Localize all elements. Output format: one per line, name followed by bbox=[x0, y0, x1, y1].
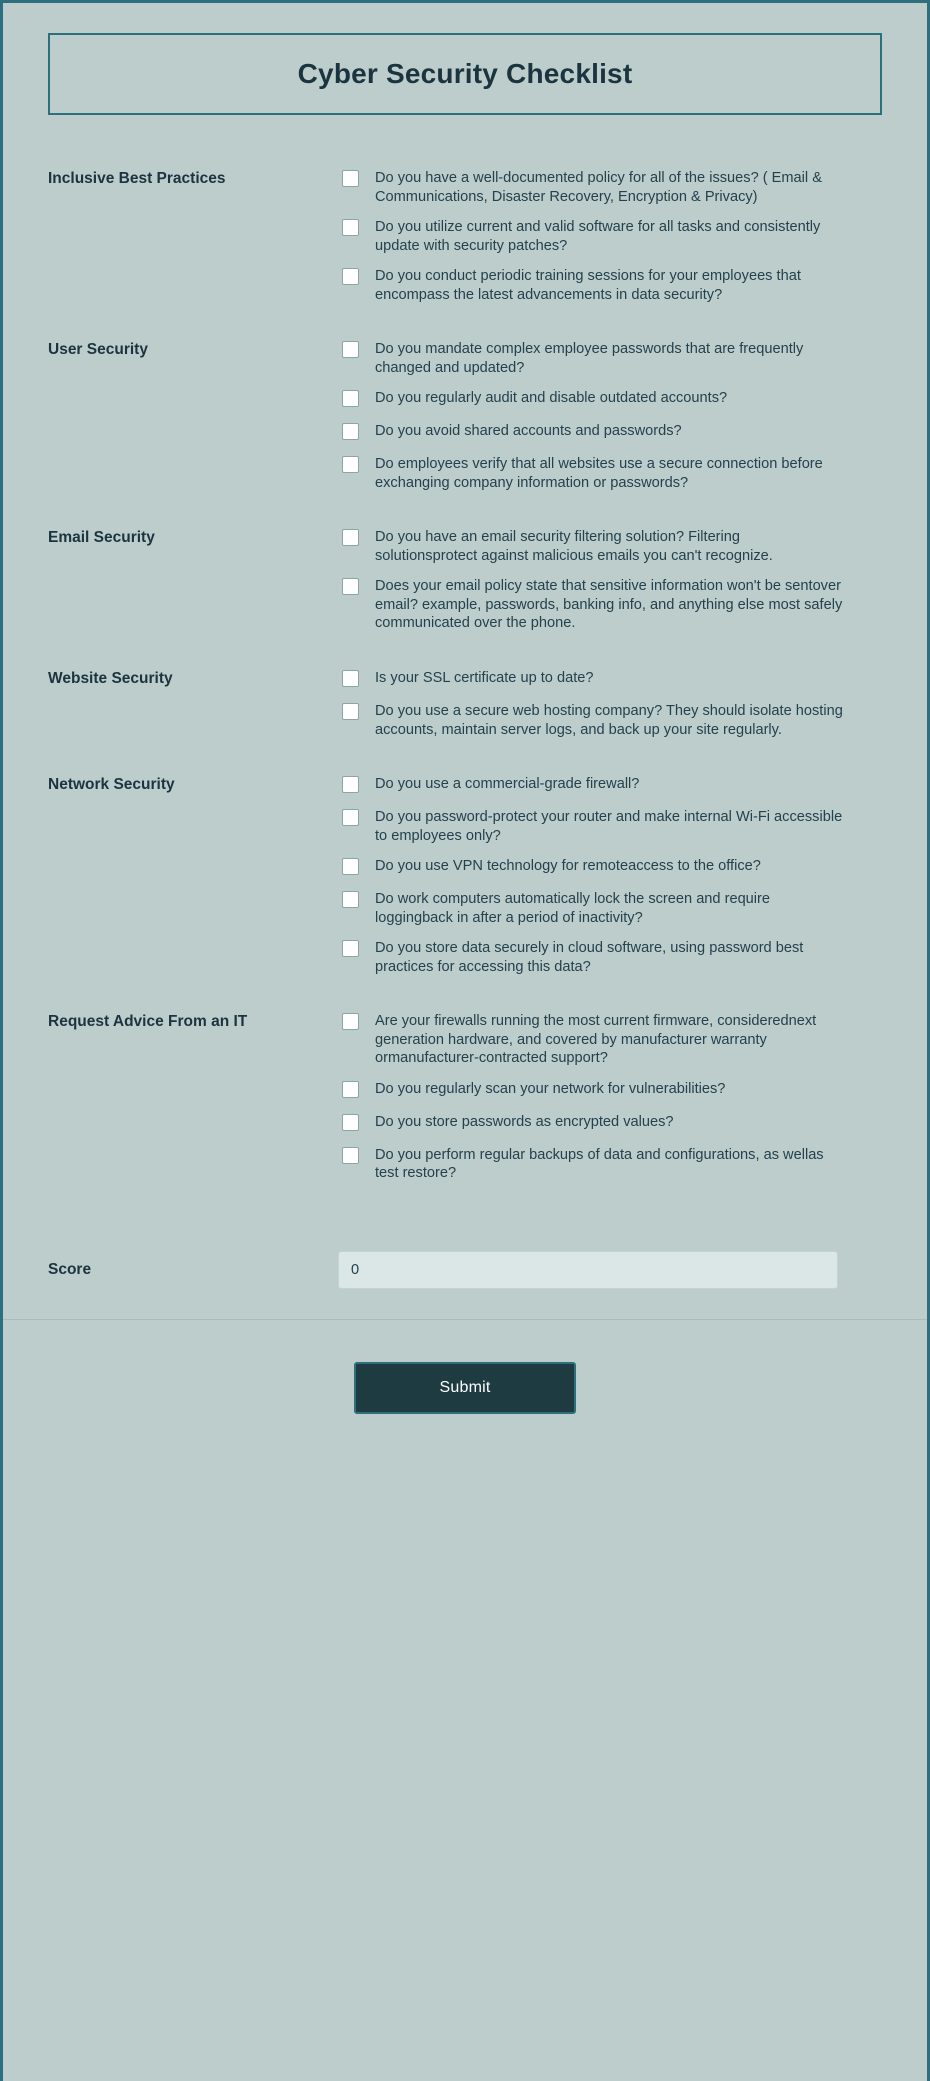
checklist-checkbox[interactable] bbox=[342, 940, 359, 957]
checklist-item bbox=[338, 577, 882, 633]
checklist-section bbox=[48, 338, 882, 492]
checklist-checkbox[interactable] bbox=[342, 170, 359, 187]
checklist-section bbox=[48, 773, 882, 976]
checklist-item bbox=[338, 669, 882, 690]
form-area bbox=[3, 3, 927, 1289]
checklist-checkbox[interactable] bbox=[342, 1114, 359, 1131]
checklist-question-text: Do you avoid shared accounts and passwords? bbox=[375, 423, 682, 440]
checklist-question-text: Is your SSL certificate up to date? bbox=[375, 669, 594, 686]
sections-container bbox=[48, 167, 882, 1183]
checklist-question-text: Do you use a secure web hosting company? They should isolate hosting accounts, maintain server logs, and back up your site regularly. bbox=[375, 702, 843, 738]
checklist-question-text: Do you store passwords as encrypted values? bbox=[375, 1113, 674, 1130]
checklist-item bbox=[338, 340, 882, 377]
checklist-checkbox[interactable] bbox=[342, 1081, 359, 1098]
score-row bbox=[48, 1251, 882, 1289]
checklist-question-text: Do you have an email security filtering solution? Filtering solutionsprotect against malicious emails you can't recognize. bbox=[375, 529, 773, 564]
checklist-item bbox=[338, 528, 882, 565]
footer bbox=[3, 1320, 927, 1454]
checklist-question-text: Do you mandate complex employee passwords that are frequently changed and updated? bbox=[375, 341, 804, 376]
checklist-checkbox[interactable] bbox=[342, 529, 359, 546]
checklist-item bbox=[338, 389, 882, 410]
section-label: Network Security bbox=[48, 776, 175, 794]
title-box bbox=[48, 33, 882, 115]
section-label: User Security bbox=[48, 341, 148, 359]
checklist-item bbox=[338, 1012, 882, 1068]
checklist-checkbox[interactable] bbox=[342, 390, 359, 407]
checklist-item bbox=[338, 775, 882, 796]
checklist-question-text: Do you store data securely in cloud software, using password best practices for accessing this data? bbox=[375, 940, 804, 975]
question-list bbox=[338, 338, 882, 492]
checklist-question-text: Do you have a well-documented policy for all of the issues? ( Email & Communications, Disaster Recovery, Encryption & Privacy) bbox=[375, 170, 822, 205]
page-title: Cyber Security Checklist bbox=[297, 58, 633, 89]
checklist-item bbox=[338, 422, 882, 443]
question-list bbox=[338, 667, 882, 739]
checklist-question-text: Do you regularly audit and disable outdated accounts? bbox=[375, 390, 728, 407]
checklist-question-text: Do you password-protect your router and make internal Wi-Fi accessible to employees only? bbox=[375, 809, 843, 844]
checklist-section bbox=[48, 526, 882, 633]
checklist-checkbox[interactable] bbox=[342, 268, 359, 285]
checklist-item bbox=[338, 857, 882, 878]
section-label: Website Security bbox=[48, 669, 173, 687]
score-label: Score bbox=[48, 1260, 92, 1278]
checklist-question-text: Do you use a commercial-grade firewall? bbox=[375, 776, 640, 793]
checklist-checkbox[interactable] bbox=[342, 809, 359, 826]
checklist-item bbox=[338, 702, 882, 739]
checklist-section bbox=[48, 167, 882, 304]
checklist-item bbox=[338, 1080, 882, 1101]
checklist-checkbox[interactable] bbox=[342, 670, 359, 687]
checklist-checkbox[interactable] bbox=[342, 776, 359, 793]
checklist-question-text: Do you perform regular backups of data and configurations, as wellas test restore? bbox=[375, 1146, 824, 1182]
checklist-checkbox[interactable] bbox=[342, 219, 359, 236]
checklist-question-text: Do you conduct periodic training sessions for your employees that encompass the latest advancements in data security? bbox=[375, 268, 801, 303]
question-list bbox=[338, 1010, 882, 1183]
checklist-checkbox[interactable] bbox=[342, 1147, 359, 1164]
checklist-question-text: Do you regularly scan your network for vulnerabilities? bbox=[375, 1080, 726, 1097]
checklist-checkbox[interactable] bbox=[342, 341, 359, 358]
checklist-item bbox=[338, 218, 882, 255]
checklist-item bbox=[338, 455, 882, 492]
checklist-question-text: Do you use VPN technology for remoteaccess to the office? bbox=[375, 858, 761, 875]
section-label: Email Security bbox=[48, 529, 155, 547]
checklist-item bbox=[338, 1113, 882, 1134]
checklist-question-text: Does your email policy state that sensitive information won't be sentover email? example, passwords, banking info, and anything else most safely communicated over the phone. bbox=[375, 578, 843, 632]
checklist-checkbox[interactable] bbox=[342, 423, 359, 440]
section-label: Request Advice From an IT bbox=[48, 1013, 248, 1031]
checklist-checkbox[interactable] bbox=[342, 858, 359, 875]
checklist-checkbox[interactable] bbox=[342, 578, 359, 595]
checklist-section bbox=[48, 667, 882, 739]
section-label: Inclusive Best Practices bbox=[48, 170, 226, 187]
checklist-question-text: Are your firewalls running the most current firmware, considerednext generation hardware, and covered by manufacturer warranty ormanufacturer-contracted support? bbox=[375, 1013, 817, 1067]
checklist-item bbox=[338, 890, 882, 927]
checklist-checkbox[interactable] bbox=[342, 703, 359, 720]
checklist-question-text: Do you utilize current and valid software for all tasks and consistently update with security patches? bbox=[375, 219, 821, 254]
checklist-checkbox[interactable] bbox=[342, 891, 359, 908]
question-list bbox=[338, 526, 882, 633]
checklist-item bbox=[338, 169, 882, 206]
checklist-checkbox[interactable] bbox=[342, 456, 359, 473]
checklist-checkbox[interactable] bbox=[342, 1013, 359, 1030]
checklist-item bbox=[338, 1146, 882, 1183]
submit-button[interactable]: Submit bbox=[354, 1362, 576, 1414]
checklist-section bbox=[48, 1010, 882, 1183]
checklist-question-text: Do work computers automatically lock the screen and require loggingback in after a period of inactivity? bbox=[375, 891, 771, 926]
question-list bbox=[338, 167, 882, 304]
checklist-question-text: Do employees verify that all websites use a secure connection before exchanging company information or passwords? bbox=[375, 456, 823, 491]
checklist-item bbox=[338, 267, 882, 304]
question-list bbox=[338, 773, 882, 976]
checklist-item bbox=[338, 939, 882, 976]
checklist-item bbox=[338, 808, 882, 845]
score-input[interactable] bbox=[338, 1251, 838, 1289]
